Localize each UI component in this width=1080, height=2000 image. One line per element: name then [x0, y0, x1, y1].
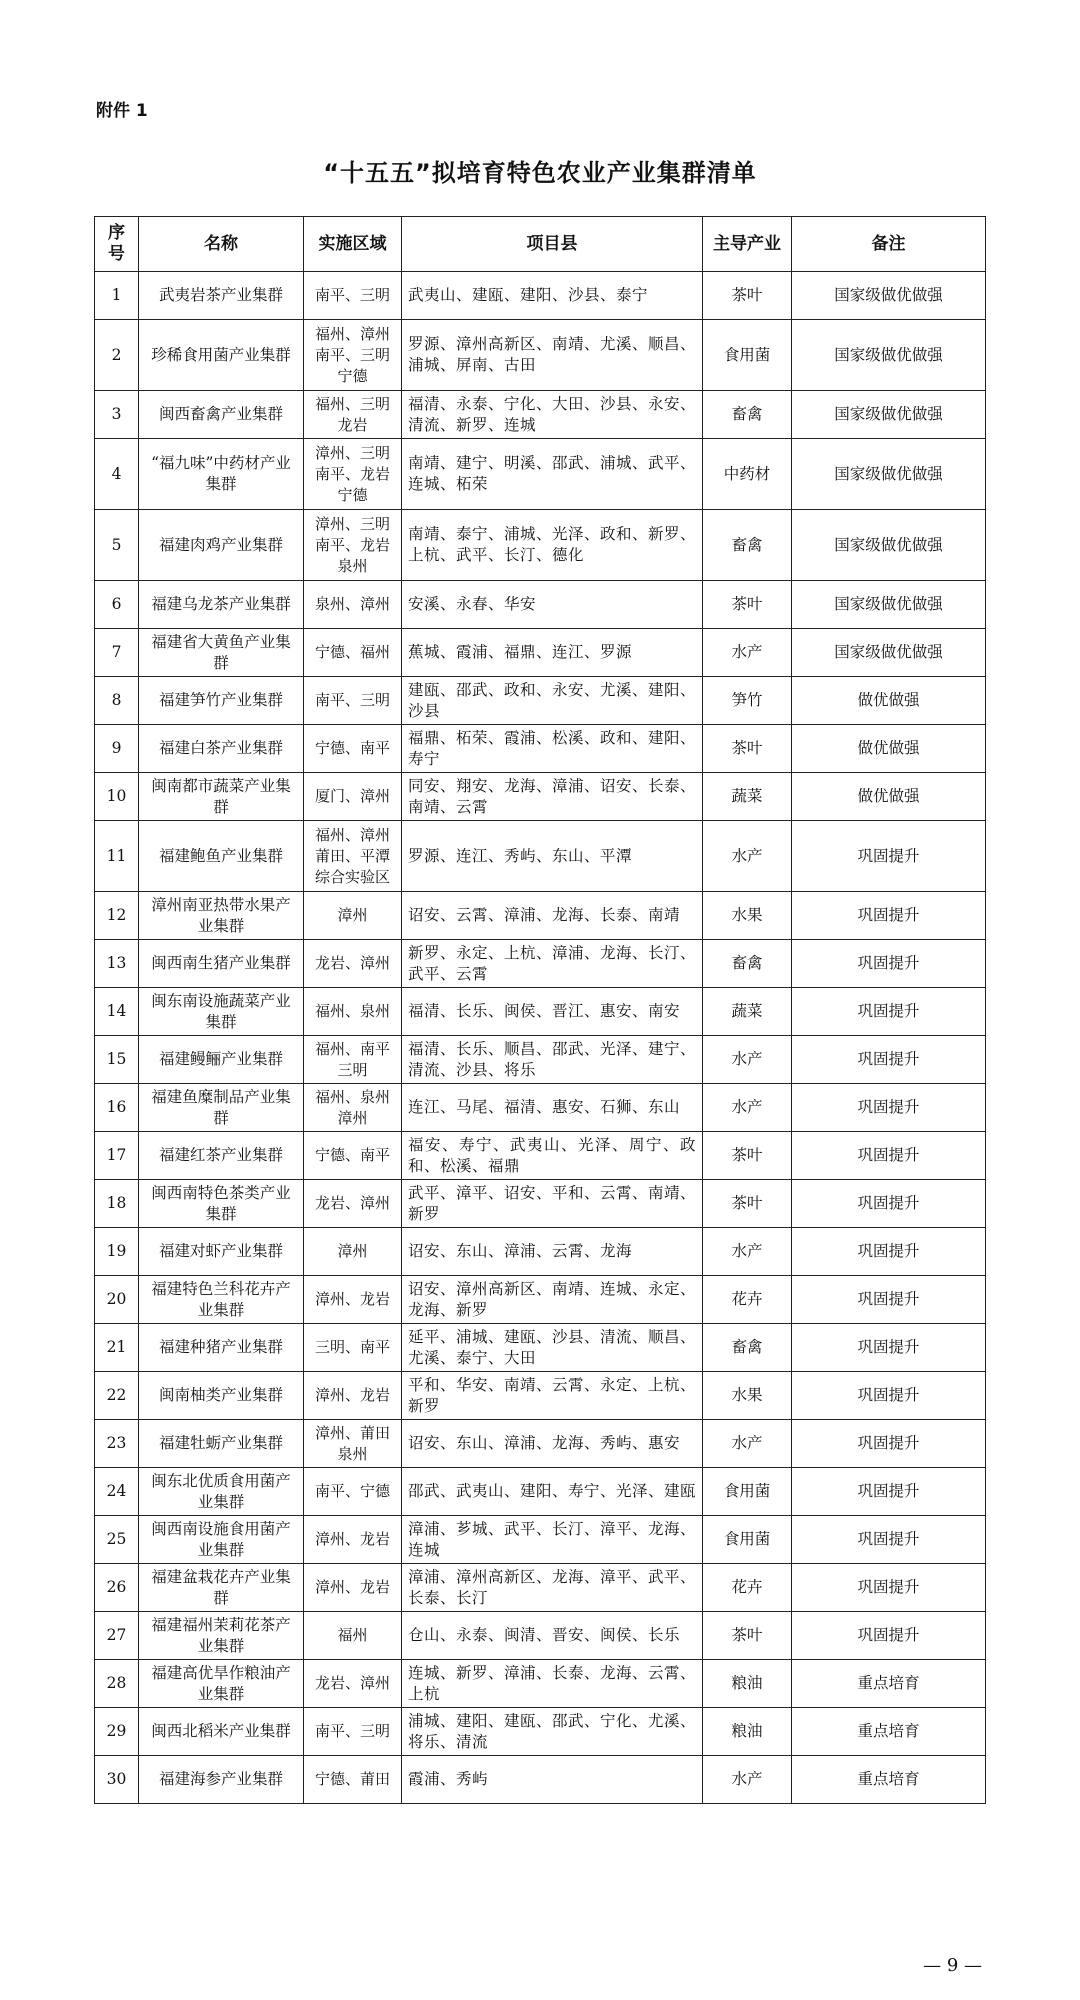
table-row	[95, 391, 986, 439]
area-cell: 宁德、福州	[304, 629, 402, 677]
table-row	[95, 940, 986, 988]
name-cell: 福建笋竹产业集群	[139, 677, 304, 725]
seq-cell: 23	[95, 1420, 139, 1468]
industry-cell: 畜禽	[703, 1324, 792, 1372]
seq-cell: 7	[95, 629, 139, 677]
name-cell: 福建海参产业集群	[139, 1756, 304, 1804]
table-row	[95, 988, 986, 1036]
note-cell: 巩固提升	[792, 1516, 986, 1564]
area-cell: 福州、泉州漳州	[304, 1084, 402, 1132]
county-cell: 建瓯、邵武、政和、永安、尤溪、建阳、沙县	[402, 677, 703, 725]
area-cell: 漳州	[304, 892, 402, 940]
industry-cell: 水产	[703, 1756, 792, 1804]
industry-cell: 茶叶	[703, 1180, 792, 1228]
industry-cell: 食用菌	[703, 1468, 792, 1516]
name-cell: 福建省大黄鱼产业集群	[139, 629, 304, 677]
county-cell: 福清、长乐、顺昌、邵武、光泽、建宁、清流、沙县、将乐	[402, 1036, 703, 1084]
area-cell: 宁德、南平	[304, 725, 402, 773]
industry-cell: 畜禽	[703, 940, 792, 988]
area-cell: 南平、三明	[304, 677, 402, 725]
table-row	[95, 320, 986, 391]
area-cell: 福州、漳州莆田、平潭综合实验区	[304, 821, 402, 892]
page-number: — 9 —	[923, 1955, 982, 1976]
table-row	[95, 1468, 986, 1516]
note-cell: 做优做强	[792, 773, 986, 821]
area-cell: 福州、泉州	[304, 988, 402, 1036]
table-row	[95, 1036, 986, 1084]
note-cell: 巩固提升	[792, 1276, 986, 1324]
table-row	[95, 677, 986, 725]
table-row	[95, 821, 986, 892]
table-row	[95, 1660, 986, 1708]
name-cell: 福建对虾产业集群	[139, 1228, 304, 1276]
industry-cell: 茶叶	[703, 1132, 792, 1180]
table-row	[95, 1084, 986, 1132]
county-cell: 南靖、泰宁、浦城、光泽、政和、新罗、上杭、武平、长汀、德化	[402, 510, 703, 581]
name-cell: 福建种猪产业集群	[139, 1324, 304, 1372]
seq-cell: 30	[95, 1756, 139, 1804]
name-cell: 福建鳗鲡产业集群	[139, 1036, 304, 1084]
area-cell: 南平、三明	[304, 1708, 402, 1756]
table-row	[95, 629, 986, 677]
industry-cell: 水产	[703, 1036, 792, 1084]
seq-cell: 16	[95, 1084, 139, 1132]
header-name: 名称	[139, 217, 304, 272]
county-cell: 同安、翔安、龙海、漳浦、诏安、长泰、南靖、云霄	[402, 773, 703, 821]
seq-cell: 15	[95, 1036, 139, 1084]
area-cell: 漳州、龙岩	[304, 1276, 402, 1324]
name-cell: 闽南都市蔬菜产业集群	[139, 773, 304, 821]
note-cell: 巩固提升	[792, 1468, 986, 1516]
table-header-row	[95, 217, 986, 272]
county-cell: 连江、马尾、福清、惠安、石狮、东山	[402, 1084, 703, 1132]
seq-cell: 8	[95, 677, 139, 725]
name-cell: “福九味”中药材产业集群	[139, 439, 304, 510]
document-title: “十五五”拟培育特色农业产业集群清单	[323, 159, 757, 187]
table-row	[95, 510, 986, 581]
seq-cell: 4	[95, 439, 139, 510]
county-cell: 霞浦、秀屿	[402, 1756, 703, 1804]
name-cell: 福建白茶产业集群	[139, 725, 304, 773]
area-cell: 南平、宁德	[304, 1468, 402, 1516]
seq-cell: 1	[95, 272, 139, 320]
header-seq: 序号	[95, 217, 139, 272]
table-row	[95, 773, 986, 821]
table-row	[95, 725, 986, 773]
table-row	[95, 1228, 986, 1276]
industry-cell: 粮油	[703, 1660, 792, 1708]
seq-cell: 22	[95, 1372, 139, 1420]
county-cell: 安溪、永春、华安	[402, 581, 703, 629]
county-cell: 诏安、云霄、漳浦、龙海、长泰、南靖	[402, 892, 703, 940]
industry-cell: 水果	[703, 1372, 792, 1420]
industry-cell: 笋竹	[703, 677, 792, 725]
table-row	[95, 1276, 986, 1324]
note-cell: 巩固提升	[792, 1084, 986, 1132]
header-industry: 主导产业	[703, 217, 792, 272]
area-cell: 漳州、莆田泉州	[304, 1420, 402, 1468]
industry-cell: 粮油	[703, 1708, 792, 1756]
county-cell: 漳浦、漳州高新区、龙海、漳平、武平、长泰、长汀	[402, 1564, 703, 1612]
note-cell: 巩固提升	[792, 1132, 986, 1180]
header-county: 项目县	[402, 217, 703, 272]
table-row	[95, 581, 986, 629]
table-row	[95, 1324, 986, 1372]
table-row	[95, 1612, 986, 1660]
note-cell: 巩固提升	[792, 892, 986, 940]
area-cell: 龙岩、漳州	[304, 1180, 402, 1228]
county-cell: 福安、寿宁、武夷山、光泽、周宁、政和、松溪、福鼎	[402, 1132, 703, 1180]
area-cell: 龙岩、漳州	[304, 940, 402, 988]
county-cell: 仓山、永泰、闽清、晋安、闽侯、长乐	[402, 1612, 703, 1660]
seq-cell: 3	[95, 391, 139, 439]
seq-cell: 21	[95, 1324, 139, 1372]
note-cell: 做优做强	[792, 677, 986, 725]
note-cell: 国家级做优做强	[792, 510, 986, 581]
table-body	[95, 272, 986, 1804]
industry-cell: 茶叶	[703, 1612, 792, 1660]
county-cell: 福鼎、柘荣、霞浦、松溪、政和、建阳、寿宁	[402, 725, 703, 773]
industry-cell: 蔬菜	[703, 773, 792, 821]
name-cell: 闽西南特色茶类产业集群	[139, 1180, 304, 1228]
area-cell: 福州、漳州南平、三明宁德	[304, 320, 402, 391]
industry-cell: 花卉	[703, 1564, 792, 1612]
seq-cell: 29	[95, 1708, 139, 1756]
seq-cell: 28	[95, 1660, 139, 1708]
note-cell: 巩固提升	[792, 1228, 986, 1276]
seq-cell: 25	[95, 1516, 139, 1564]
county-cell: 诏安、漳州高新区、南靖、连城、永定、龙海、新罗	[402, 1276, 703, 1324]
note-cell: 巩固提升	[792, 1324, 986, 1372]
seq-cell: 2	[95, 320, 139, 391]
area-cell: 漳州	[304, 1228, 402, 1276]
seq-cell: 26	[95, 1564, 139, 1612]
table-row	[95, 1132, 986, 1180]
county-cell: 武平、漳平、诏安、平和、云霄、南靖、新罗	[402, 1180, 703, 1228]
note-cell: 重点培育	[792, 1708, 986, 1756]
area-cell: 漳州、龙岩	[304, 1372, 402, 1420]
table-row	[95, 439, 986, 510]
note-cell: 国家级做优做强	[792, 581, 986, 629]
area-cell: 龙岩、漳州	[304, 1660, 402, 1708]
county-cell: 福清、永泰、宁化、大田、沙县、永安、清流、新罗、连城	[402, 391, 703, 439]
seq-cell: 20	[95, 1276, 139, 1324]
name-cell: 闽东北优质食用菌产业集群	[139, 1468, 304, 1516]
county-cell: 连城、新罗、漳浦、长泰、龙海、云霄、上杭	[402, 1660, 703, 1708]
note-cell: 巩固提升	[792, 1372, 986, 1420]
table-row	[95, 1564, 986, 1612]
table-row	[95, 1516, 986, 1564]
county-cell: 武夷山、建瓯、建阳、沙县、泰宁	[402, 272, 703, 320]
county-cell: 平和、华安、南靖、云霄、永定、上杭、新罗	[402, 1372, 703, 1420]
note-cell: 国家级做优做强	[792, 391, 986, 439]
name-cell: 福建特色兰科花卉产业集群	[139, 1276, 304, 1324]
name-cell: 漳州南亚热带水果产业集群	[139, 892, 304, 940]
note-cell: 巩固提升	[792, 1420, 986, 1468]
county-cell: 诏安、东山、漳浦、云霄、龙海	[402, 1228, 703, 1276]
note-cell: 国家级做优做强	[792, 439, 986, 510]
county-cell: 南靖、建宁、明溪、邵武、浦城、武平、连城、柘荣	[402, 439, 703, 510]
seq-cell: 6	[95, 581, 139, 629]
county-cell: 延平、浦城、建瓯、沙县、清流、顺昌、尤溪、泰宁、大田	[402, 1324, 703, 1372]
county-cell: 福清、长乐、闽侯、晋江、惠安、南安	[402, 988, 703, 1036]
note-cell: 巩固提升	[792, 940, 986, 988]
county-cell: 蕉城、霞浦、福鼎、连江、罗源	[402, 629, 703, 677]
industry-cell: 水产	[703, 1420, 792, 1468]
industry-cell: 畜禽	[703, 510, 792, 581]
industry-cell: 中药材	[703, 439, 792, 510]
name-cell: 福建鲍鱼产业集群	[139, 821, 304, 892]
note-cell: 巩固提升	[792, 1180, 986, 1228]
name-cell: 福建牡蛎产业集群	[139, 1420, 304, 1468]
note-cell: 国家级做优做强	[792, 272, 986, 320]
name-cell: 闽西畜禽产业集群	[139, 391, 304, 439]
note-cell: 重点培育	[792, 1660, 986, 1708]
name-cell: 福建肉鸡产业集群	[139, 510, 304, 581]
area-cell: 宁德、南平	[304, 1132, 402, 1180]
name-cell: 闽西南生猪产业集群	[139, 940, 304, 988]
county-cell: 罗源、连江、秀屿、东山、平潭	[402, 821, 703, 892]
county-cell: 浦城、建阳、建瓯、邵武、宁化、尤溪、将乐、清流	[402, 1708, 703, 1756]
table-row	[95, 1372, 986, 1420]
area-cell: 厦门、漳州	[304, 773, 402, 821]
cluster-table	[94, 216, 986, 1804]
name-cell: 福建高优旱作粮油产业集群	[139, 1660, 304, 1708]
note-cell: 国家级做优做强	[792, 320, 986, 391]
industry-cell: 蔬菜	[703, 988, 792, 1036]
county-cell: 诏安、东山、漳浦、龙海、秀屿、惠安	[402, 1420, 703, 1468]
table-row	[95, 1180, 986, 1228]
area-cell: 漳州、三明南平、龙岩泉州	[304, 510, 402, 581]
name-cell: 闽南柚类产业集群	[139, 1372, 304, 1420]
seq-cell: 18	[95, 1180, 139, 1228]
area-cell: 宁德、莆田	[304, 1756, 402, 1804]
area-cell: 福州、三明龙岩	[304, 391, 402, 439]
industry-cell: 食用菌	[703, 1516, 792, 1564]
seq-cell: 12	[95, 892, 139, 940]
industry-cell: 茶叶	[703, 725, 792, 773]
table-row	[95, 1756, 986, 1804]
name-cell: 福建红茶产业集群	[139, 1132, 304, 1180]
note-cell: 国家级做优做强	[792, 629, 986, 677]
attachment-label: 附件 1	[96, 101, 148, 121]
industry-cell: 水产	[703, 821, 792, 892]
note-cell: 巩固提升	[792, 1612, 986, 1660]
name-cell: 武夷岩茶产业集群	[139, 272, 304, 320]
name-cell: 闽西南设施食用菌产业集群	[139, 1516, 304, 1564]
note-cell: 巩固提升	[792, 821, 986, 892]
note-cell: 巩固提升	[792, 988, 986, 1036]
industry-cell: 水产	[703, 629, 792, 677]
seq-cell: 13	[95, 940, 139, 988]
note-cell: 做优做强	[792, 725, 986, 773]
area-cell: 漳州、三明南平、龙岩宁德	[304, 439, 402, 510]
industry-cell: 花卉	[703, 1276, 792, 1324]
name-cell: 闽西北稻米产业集群	[139, 1708, 304, 1756]
county-cell: 邵武、武夷山、建阳、寿宁、光泽、建瓯	[402, 1468, 703, 1516]
note-cell: 巩固提升	[792, 1564, 986, 1612]
county-cell: 罗源、漳州高新区、南靖、尤溪、顺昌、浦城、屏南、古田	[402, 320, 703, 391]
seq-cell: 5	[95, 510, 139, 581]
table-row	[95, 1420, 986, 1468]
industry-cell: 茶叶	[703, 272, 792, 320]
table-row	[95, 892, 986, 940]
industry-cell: 畜禽	[703, 391, 792, 439]
area-cell: 泉州、漳州	[304, 581, 402, 629]
seq-cell: 24	[95, 1468, 139, 1516]
note-cell: 重点培育	[792, 1756, 986, 1804]
seq-cell: 9	[95, 725, 139, 773]
seq-cell: 17	[95, 1132, 139, 1180]
table-row	[95, 272, 986, 320]
area-cell: 漳州、龙岩	[304, 1564, 402, 1612]
seq-cell: 14	[95, 988, 139, 1036]
industry-cell: 水产	[703, 1084, 792, 1132]
table-row	[95, 1708, 986, 1756]
note-cell: 巩固提升	[792, 1036, 986, 1084]
name-cell: 福建福州茉莉花茶产业集群	[139, 1612, 304, 1660]
seq-cell: 10	[95, 773, 139, 821]
seq-cell: 27	[95, 1612, 139, 1660]
name-cell: 福建盆栽花卉产业集群	[139, 1564, 304, 1612]
area-cell: 漳州、龙岩	[304, 1516, 402, 1564]
name-cell: 福建乌龙茶产业集群	[139, 581, 304, 629]
area-cell: 福州	[304, 1612, 402, 1660]
area-cell: 三明、南平	[304, 1324, 402, 1372]
seq-cell: 11	[95, 821, 139, 892]
industry-cell: 食用菌	[703, 320, 792, 391]
seq-cell: 19	[95, 1228, 139, 1276]
header-area: 实施区域	[304, 217, 402, 272]
area-cell: 南平、三明	[304, 272, 402, 320]
name-cell: 福建鱼糜制品产业集群	[139, 1084, 304, 1132]
industry-cell: 水产	[703, 1228, 792, 1276]
area-cell: 福州、南平三明	[304, 1036, 402, 1084]
header-note: 备注	[792, 217, 986, 272]
name-cell: 珍稀食用菌产业集群	[139, 320, 304, 391]
county-cell: 新罗、永定、上杭、漳浦、龙海、长汀、武平、云霄	[402, 940, 703, 988]
industry-cell: 茶叶	[703, 581, 792, 629]
county-cell: 漳浦、芗城、武平、长汀、漳平、龙海、连城	[402, 1516, 703, 1564]
name-cell: 闽东南设施蔬菜产业集群	[139, 988, 304, 1036]
industry-cell: 水果	[703, 892, 792, 940]
